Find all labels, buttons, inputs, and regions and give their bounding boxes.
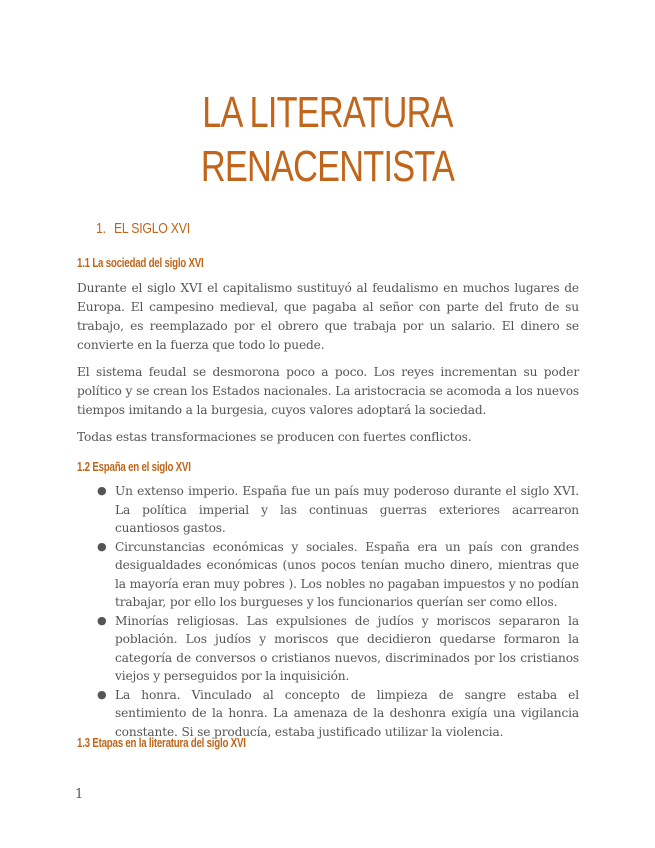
paragraph-3: Todas estas transformaciones se producen con fuertes conflictos. xyxy=(77,430,472,444)
list-item-text: Minorías religiosas. Las expulsiones de judíos y moriscos separaron la población. Los judíos y moriscos que decidieron quedarse formaron la categoría de conversos o cristianos nuevos, discriminados por los cristianos viejos y perseguidos por la inquisición. xyxy=(115,613,579,683)
list-item-text: La honra. Vinculado al concepto de limpieza de sangre estaba el sentimiento de la honra. La amenaza de la deshonra exigía una vigilancia constante. Si se producía, estaba justificado utilizar la violencia. xyxy=(115,687,579,739)
section-heading-1 xyxy=(96,220,190,237)
bullet-icon: ● xyxy=(97,613,107,627)
list-item-text: Un extenso imperio. España fue un país muy poderoso durante el siglo XVI. La política imperial y las continuas guerras exteriores acarrearon cuantiosos gastos. xyxy=(115,484,579,535)
document-title xyxy=(72,86,583,194)
list-item xyxy=(77,686,579,742)
list-item xyxy=(77,612,579,686)
subsection-heading-1-1: 1.1 La sociedad del siglo XVI xyxy=(77,256,204,270)
paragraph-1: Durante el siglo XVI el capitalismo sustituyó al feudalismo en muchos lugares de Europa. El campesino medieval, que pagaba al señor con parte del fruto de su trabajo, es reemplazado por el obrero que trabaja por un salario. El dinero se convierte en la fuerza que todo lo puede. xyxy=(77,281,579,352)
bullet-icon: ● xyxy=(97,687,107,701)
page-number: 1 xyxy=(75,787,84,802)
bullet-icon: ● xyxy=(97,484,107,497)
paragraph-2: El sistema feudal se desmorona poco a poco. Los reyes incrementan su poder político y se crean los Estados nacionales. La aristocracia se acomoda a los nuevos tiempos imitando a la burgesia, cuyos valores adoptará la sociedad. xyxy=(77,365,579,417)
title-line-2: RENACENTISTA xyxy=(200,142,455,191)
subsection-heading-1-3: 1.3 Etapas en la literatura del siglo XVI xyxy=(77,736,246,750)
bullet-icon: ● xyxy=(97,539,107,553)
list-item-text: Circunstancias económicas y sociales. España era un país con grandes desigualdades económicas (unos pocos tenían mucho dinero, mientras que la mayoría eran muy pobres ). Los nobles no pagaban impuestos y no podían trabajar, por ello los burgueses y los funcionarios querían ser como ellos. xyxy=(115,539,579,609)
list-item xyxy=(77,482,579,538)
section-heading-text: EL SIGLO XVI xyxy=(113,220,190,237)
title-line-1: LA LITERATURA xyxy=(202,88,453,137)
subsection-heading-1-2: 1.2 España en el siglo XVI xyxy=(77,460,191,474)
list-item xyxy=(77,538,579,612)
section-number: 1. xyxy=(96,220,106,237)
bullet-list xyxy=(77,482,579,741)
